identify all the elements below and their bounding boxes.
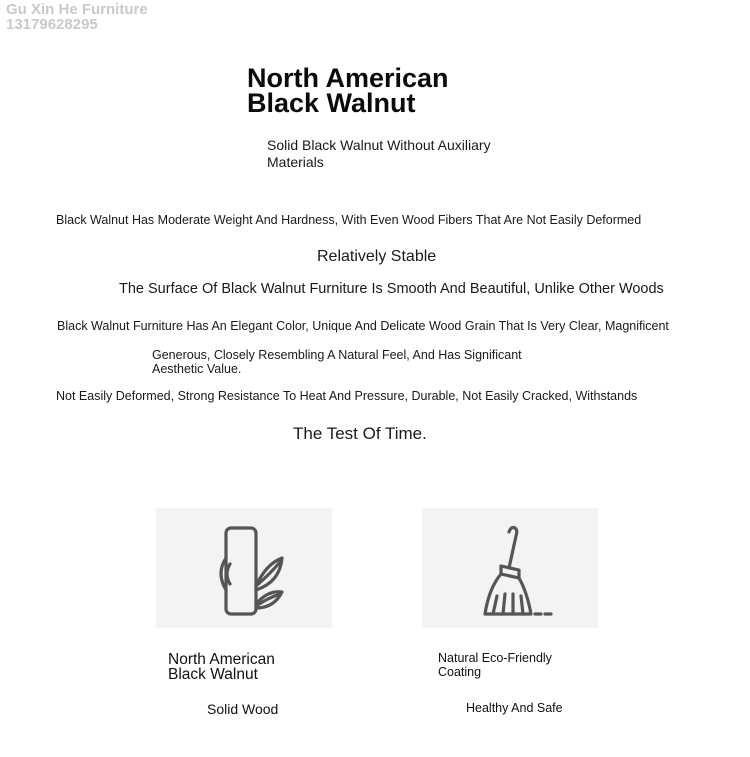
- feature-subtitle-solid-wood: Solid Wood: [207, 701, 279, 717]
- feature-title-line-1: North American: [168, 651, 275, 668]
- page-subtitle: Solid Black Walnut Without Auxiliary Materials: [267, 137, 491, 170]
- feature-title-line-1: Natural Eco-Friendly: [438, 651, 552, 665]
- body-line-7: The Test Of Time.: [293, 424, 427, 443]
- body-line-4: Black Walnut Furniture Has An Elegant Color, Unique And Delicate Wood Grain That Is Very Clear, Magnificent: [57, 319, 669, 333]
- brush-icon: [465, 518, 555, 618]
- title-line-1: North American: [247, 63, 449, 93]
- watermark-brand: Gu Xin He Furniture: [6, 1, 148, 18]
- feature-title-line-2: Black Walnut: [168, 666, 258, 683]
- feature-title-line-2: Coating: [438, 665, 482, 679]
- feature-card-solid-wood: [156, 508, 332, 628]
- title-line-2: Black Walnut: [247, 88, 416, 118]
- body-line-5: Generous, Closely Resembling A Natural Feel, And Has Significant Aesthetic Value.: [152, 348, 522, 376]
- page-title: [247, 63, 449, 118]
- body-line-1: Black Walnut Has Moderate Weight And Hardness, With Even Wood Fibers That Are Not Easily Deformed: [56, 213, 642, 227]
- wood-log-leaf-icon: [204, 518, 284, 618]
- body-line-6: Not Easily Deformed, Strong Resistance To Heat And Pressure, Durable, Not Easily Cracked, Withstands: [56, 389, 638, 403]
- feature-subtitle-coating: Healthy And Safe: [466, 701, 563, 715]
- body-line-3: The Surface Of Black Walnut Furniture Is Smooth And Beautiful, Unlike Other Woods: [119, 281, 664, 297]
- feature-title-solid-wood: [168, 652, 275, 682]
- body-line-2: Relatively Stable: [317, 248, 437, 265]
- feature-card-coating: [422, 508, 598, 628]
- watermark-phone: 13179628295: [6, 16, 98, 33]
- feature-title-coating: [438, 651, 552, 679]
